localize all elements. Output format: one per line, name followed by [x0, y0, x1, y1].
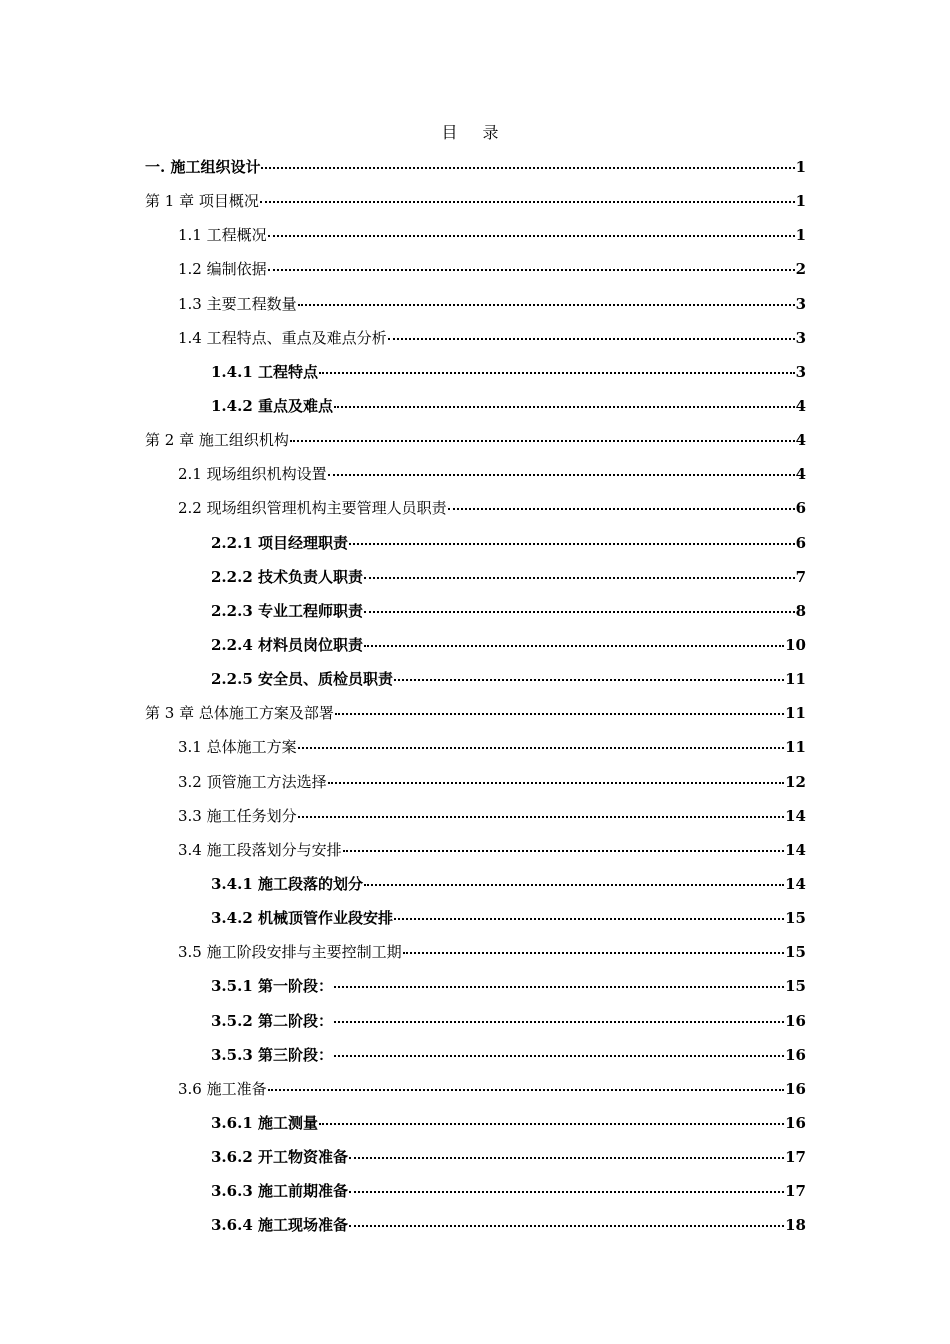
- toc-dot-leader: [334, 1055, 784, 1057]
- toc-entry[interactable]: [145, 935, 806, 969]
- toc-dot-leader: [328, 474, 795, 476]
- toc-entry-text: 1.2 编制依据: [178, 260, 267, 279]
- toc-dot-leader: [343, 850, 785, 852]
- toc-entry-text: 2.2.2 技术负责人职责: [211, 567, 363, 586]
- toc-entry[interactable]: [145, 1004, 806, 1038]
- toc-page-number: 2: [795, 260, 806, 279]
- toc-entry-text: 2.1 现场组织机构设置: [178, 465, 327, 484]
- toc-dot-leader: [298, 304, 795, 306]
- toc-entry[interactable]: [145, 1072, 806, 1106]
- toc-entry[interactable]: [145, 355, 806, 389]
- toc-page-number: 14: [785, 806, 806, 825]
- toc-entry-text: 3.5 施工阶段安排与主要控制工期: [178, 943, 402, 962]
- toc-entry[interactable]: [145, 594, 806, 628]
- toc-entry-text: 3.6.2 开工物资准备: [211, 1148, 348, 1167]
- toc-entry-text: 2.2.1 项目经理职责: [211, 533, 348, 552]
- toc-entry[interactable]: [145, 287, 806, 321]
- toc-page-number: 6: [795, 499, 806, 518]
- toc-entry-text: 3.6.1 施工测量: [211, 1113, 318, 1132]
- toc-entry-text: 2.2.4 材料员岗位职责: [211, 635, 363, 654]
- toc-dot-leader: [319, 1123, 784, 1125]
- toc-page-number: 14: [785, 874, 806, 893]
- toc-entry-text: 3.5.3 第三阶段：: [211, 1045, 333, 1064]
- toc-dot-leader: [349, 543, 795, 545]
- toc-page-number: 1: [795, 226, 806, 245]
- toc-entry[interactable]: [145, 560, 806, 594]
- toc-dot-leader: [364, 645, 784, 647]
- toc-page-number: 16: [785, 1045, 806, 1064]
- toc-entry[interactable]: [145, 969, 806, 1003]
- toc-entry-text: 1.3 主要工程数量: [178, 294, 297, 313]
- toc-entry-text: 2.2 现场组织管理机构主要管理人员职责: [178, 499, 447, 518]
- toc-page-number: 17: [785, 1148, 806, 1167]
- toc-dot-leader: [364, 611, 795, 613]
- toc-page-number: 3: [795, 328, 806, 347]
- toc-entry[interactable]: [145, 1106, 806, 1140]
- toc-entry-text: 3.5.2 第二阶段：: [211, 1011, 333, 1030]
- toc-dot-leader: [448, 508, 795, 510]
- toc-dot-leader: [394, 918, 784, 920]
- toc-entry[interactable]: [145, 696, 806, 730]
- toc-dot-leader: [334, 986, 784, 988]
- toc-page-number: 15: [785, 977, 806, 996]
- toc-page-number: 11: [785, 738, 806, 757]
- toc-entry-text: 1.4.2 重点及难点: [211, 396, 333, 415]
- toc-page-number: 12: [785, 772, 806, 791]
- toc-dot-leader: [349, 1191, 784, 1193]
- toc-entry[interactable]: [145, 457, 806, 491]
- toc-page-number: 14: [785, 840, 806, 859]
- toc-entry-text: 3.5.1 第一阶段：: [211, 977, 333, 996]
- toc-dot-leader: [394, 679, 784, 681]
- toc-entry[interactable]: [145, 1174, 806, 1208]
- toc-entry[interactable]: [145, 765, 806, 799]
- toc-entry[interactable]: [145, 628, 806, 662]
- toc-page-number: 1: [795, 158, 806, 176]
- toc-dot-leader: [260, 201, 795, 203]
- toc-entry[interactable]: [145, 321, 806, 355]
- toc-page-number: 16: [785, 1011, 806, 1030]
- toc-entry[interactable]: [145, 833, 806, 867]
- toc-entry-text: 3.6 施工准备: [178, 1079, 267, 1098]
- toc-entry-text: 3.6.3 施工前期准备: [211, 1182, 348, 1201]
- table-of-contents: [145, 150, 806, 1243]
- toc-page-number: 3: [795, 294, 806, 313]
- toc-entry-text: 第 3 章 总体施工方案及部署: [145, 704, 334, 723]
- toc-entry-text: 一. 施工组织设计: [145, 158, 261, 176]
- toc-dot-leader: [328, 782, 785, 784]
- toc-entry[interactable]: [145, 799, 806, 833]
- toc-page-number: 17: [785, 1182, 806, 1201]
- toc-entry-text: 3.4.2 机械顶管作业段安排: [211, 909, 393, 928]
- toc-dot-leader: [335, 713, 784, 715]
- toc-dot-leader: [364, 577, 795, 579]
- toc-entry[interactable]: [145, 1140, 806, 1174]
- toc-entry-text: 2.2.5 安全员、质检员职责: [211, 670, 393, 689]
- toc-dot-leader: [319, 372, 795, 374]
- toc-page-number: 11: [785, 704, 806, 723]
- toc-page-number: 16: [785, 1079, 806, 1098]
- toc-entry[interactable]: [145, 1038, 806, 1072]
- toc-dot-leader: [334, 1021, 784, 1023]
- toc-entry[interactable]: [145, 1208, 806, 1242]
- toc-page-number: 8: [795, 601, 806, 620]
- toc-entry-text: 第 1 章 项目概况: [145, 192, 259, 211]
- toc-entry[interactable]: [145, 252, 806, 286]
- toc-dot-leader: [349, 1225, 784, 1227]
- toc-entry[interactable]: [145, 150, 806, 184]
- toc-entry[interactable]: [145, 730, 806, 764]
- toc-page-number: 7: [795, 567, 806, 586]
- toc-entry[interactable]: [145, 423, 806, 457]
- toc-entry[interactable]: [145, 218, 806, 252]
- toc-dot-leader: [268, 1089, 785, 1091]
- toc-dot-leader: [298, 747, 785, 749]
- toc-page-number: 15: [785, 943, 806, 962]
- toc-page-number: 18: [785, 1216, 806, 1235]
- toc-entry[interactable]: [145, 389, 806, 423]
- toc-entry-text: 3.1 总体施工方案: [178, 738, 297, 757]
- toc-dot-leader: [403, 952, 785, 954]
- toc-dot-leader: [290, 440, 795, 442]
- toc-entry-text: 3.4 施工段落划分与安排: [178, 840, 342, 859]
- toc-entry-text: 1.4.1 工程特点: [211, 362, 318, 381]
- toc-entry[interactable]: [145, 867, 806, 901]
- toc-page-number: 4: [795, 465, 806, 484]
- toc-page-number: 4: [795, 431, 806, 450]
- toc-entry-text: 1.1 工程概况: [178, 226, 267, 245]
- toc-page-number: 10: [785, 635, 806, 654]
- toc-dot-leader: [349, 1157, 784, 1159]
- toc-dot-leader: [268, 269, 795, 271]
- toc-page-number: 4: [795, 396, 806, 415]
- toc-page-number: 1: [795, 192, 806, 211]
- toc-entry[interactable]: [145, 662, 806, 696]
- toc-dot-leader: [334, 406, 795, 408]
- toc-page-number: 3: [795, 362, 806, 381]
- toc-entry-text: 2.2.3 专业工程师职责: [211, 601, 363, 620]
- toc-page-number: 16: [785, 1113, 806, 1132]
- toc-entry[interactable]: [145, 526, 806, 560]
- toc-page-number: 11: [785, 670, 806, 689]
- toc-dot-leader: [298, 816, 785, 818]
- toc-entry-text: 3.4.1 施工段落的划分: [211, 874, 363, 893]
- toc-entry[interactable]: [145, 901, 806, 935]
- toc-dot-leader: [388, 338, 795, 340]
- toc-title: 目 录: [441, 123, 509, 142]
- toc-dot-leader: [268, 235, 795, 237]
- toc-entry-text: 3.2 顶管施工方法选择: [178, 772, 327, 791]
- toc-entry-text: 3.6.4 施工现场准备: [211, 1216, 348, 1235]
- toc-entry-text: 第 2 章 施工组织机构: [145, 431, 289, 450]
- toc-entry-text: 1.4 工程特点、重点及难点分析: [178, 328, 387, 347]
- toc-entry-text: 3.3 施工任务划分: [178, 806, 297, 825]
- toc-page-number: 15: [785, 909, 806, 928]
- toc-entry[interactable]: [145, 491, 806, 525]
- toc-page-number: 6: [795, 533, 806, 552]
- toc-dot-leader: [364, 884, 784, 886]
- toc-entry[interactable]: [145, 184, 806, 218]
- toc-dot-leader: [261, 167, 794, 169]
